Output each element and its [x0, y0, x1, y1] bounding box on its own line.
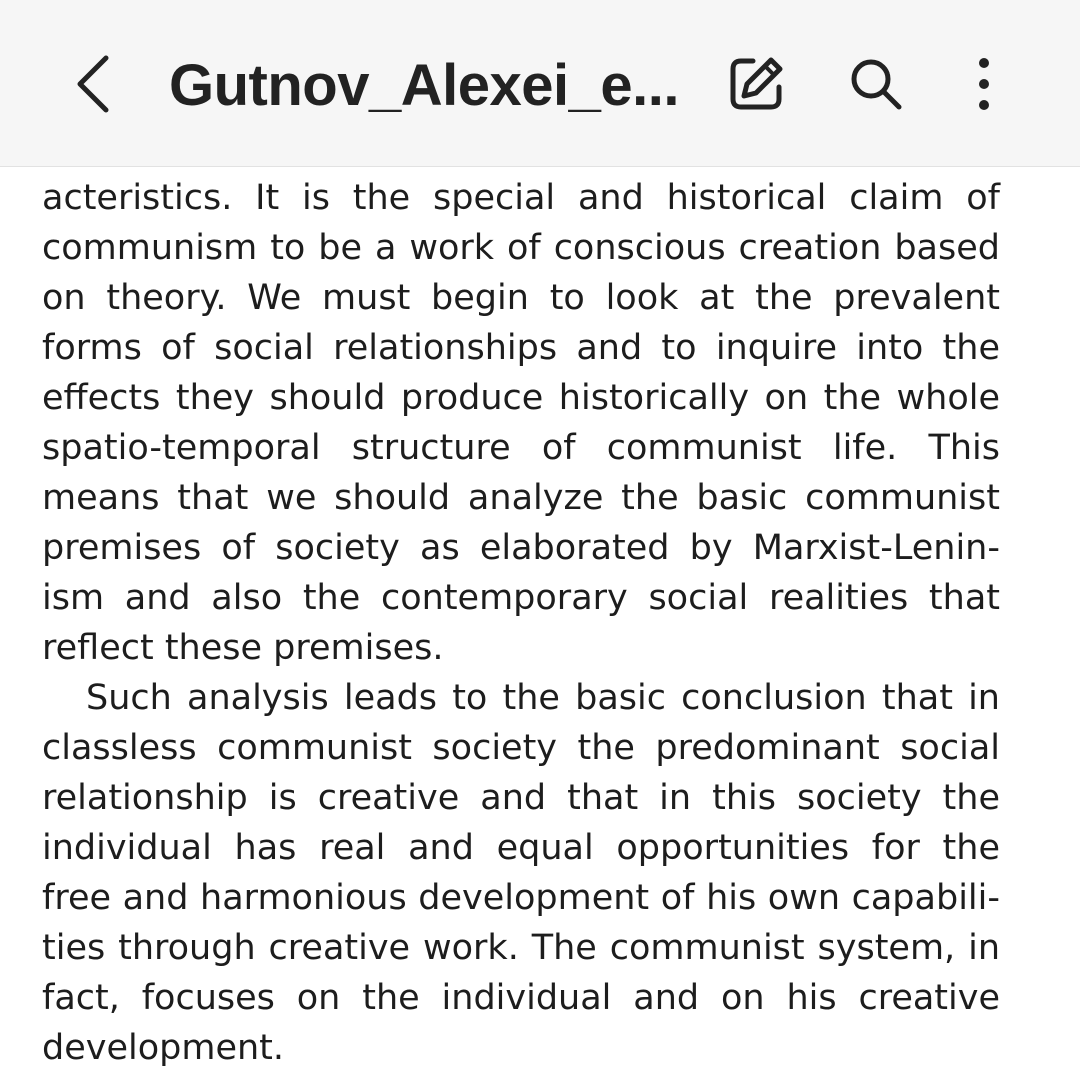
more-options-button[interactable]: [950, 50, 1018, 118]
document-page[interactable]: [0, 167, 1080, 1067]
edit-pencil-icon: [727, 55, 785, 113]
top-app-bar: [0, 0, 1080, 167]
more-vertical-icon: [974, 55, 994, 113]
text-line: free and harmonious development of his own capabili-: [42, 878, 1000, 918]
text-line: means that we should analyze the basic communist: [42, 478, 1000, 518]
search-icon: [847, 55, 905, 113]
text-line: relationship is creative and that in this society the: [42, 778, 1000, 818]
text-line: on theory. We must begin to look at the prevalent: [42, 278, 1000, 318]
text-line: forms of social relationships and to inquire into the: [42, 328, 1000, 368]
text-line: fact, focuses on the individual and on his creative: [42, 978, 1000, 1018]
text-line: acteristics. It is the special and historical claim of: [42, 178, 1000, 218]
text-line: premises of society as elaborated by Marxist-Lenin-: [42, 528, 1000, 568]
document-title: Gutnov_Alexei_e...: [169, 53, 679, 118]
text-line: spatio-temporal structure of communist life. This: [42, 428, 1000, 468]
back-chevron-icon: [74, 54, 114, 114]
edit-button[interactable]: [718, 50, 794, 118]
text-line: individual has real and equal opportunities for the: [42, 828, 1000, 868]
text-line: development.: [42, 1028, 285, 1067]
text-line: ism and also the contemporary social realities that: [42, 578, 1000, 618]
back-button[interactable]: [62, 50, 126, 118]
text-line: effects they should produce historically on the whole: [42, 378, 1000, 418]
text-line: classless communist society the predominant social: [42, 728, 1000, 768]
text-line: communism to be a work of conscious creation based: [42, 228, 1000, 268]
search-button[interactable]: [838, 50, 914, 118]
text-line: ties through creative work. The communist system, in: [42, 928, 1000, 968]
text-line: Such analysis leads to the basic conclusion that in: [86, 678, 1000, 718]
text-line: reflect these premises.: [42, 628, 444, 668]
